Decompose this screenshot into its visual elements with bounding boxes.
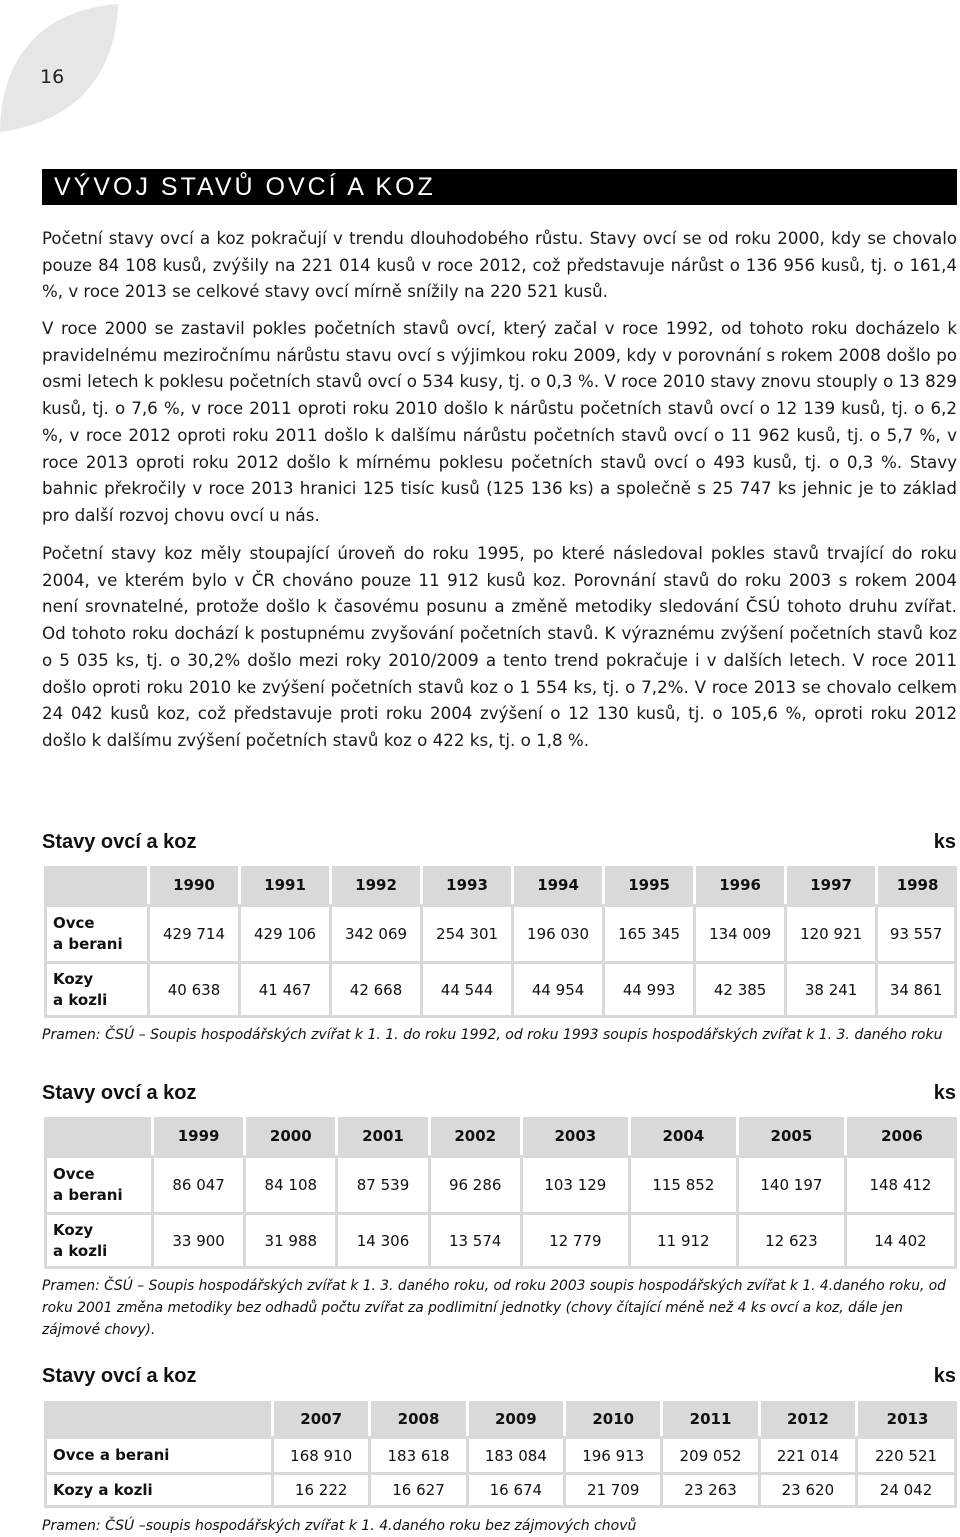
table-cell: 115 852: [628, 1155, 736, 1212]
table-cell: 221 014: [758, 1436, 855, 1472]
table-cell: 196 030: [511, 904, 602, 961]
table-title: Stavy ovcí a koz: [42, 831, 197, 853]
table-cell: 41 467: [238, 961, 329, 1018]
table-cell: 120 921: [784, 904, 875, 961]
year-header: 2011: [660, 1401, 757, 1436]
table-cell: 40 638: [147, 961, 238, 1018]
row-label-line: Kozy: [53, 1220, 94, 1239]
table-cell: 429 106: [238, 904, 329, 961]
table-cell: 13 574: [428, 1212, 520, 1269]
section-heading: VÝVOJ STAVŮ OVCÍ A KOZ: [54, 173, 436, 201]
table-source-note: Pramen: ČSÚ – Soupis hospodářských zvířat k 1. 3. daného roku, od roku 2003 soupis hospodářských zvířat k 1. 4.daného roku, od roku 2001 změna metodiky bez odhadů počtu zvířat za podlimitní jednotky (chovy čítající méně než 4 ks ovcí a koz, dále jen zájmové chovy).: [42, 1278, 946, 1338]
year-header: 2009: [466, 1401, 563, 1436]
table-cell: 103 129: [520, 1155, 628, 1212]
table-cell: 14 306: [335, 1212, 427, 1269]
table-cell: 96 286: [428, 1155, 520, 1212]
year-header: 2013: [855, 1401, 957, 1436]
table-title: Stavy ovcí a koz: [42, 1365, 197, 1387]
row-label: [44, 1212, 151, 1269]
table-1999-2006: [44, 1117, 957, 1269]
table-cell: 14 402: [844, 1212, 957, 1269]
row-label: Kozy a kozli: [44, 1472, 271, 1508]
year-header: 2001: [335, 1117, 427, 1155]
table-cell: 183 618: [368, 1436, 465, 1472]
table-row-goats: [44, 1212, 957, 1269]
row-label-line: Ovce: [53, 1165, 95, 1183]
table-cell: 87 539: [335, 1155, 427, 1212]
year-header: 2004: [628, 1117, 736, 1155]
table-cell: 93 557: [875, 904, 957, 961]
row-label-line: Ovce: [53, 914, 95, 932]
row-label-line: a kozli: [53, 990, 108, 1009]
row-label-line: a berani: [53, 935, 123, 953]
table-cell: 12 779: [520, 1212, 628, 1269]
table-cell: 429 714: [147, 904, 238, 961]
year-header: 2010: [563, 1401, 660, 1436]
year-header: 2002: [428, 1117, 520, 1155]
table-cell: 23 620: [758, 1472, 855, 1508]
year-header: 1998: [875, 866, 957, 904]
table-cell: 42 385: [693, 961, 784, 1018]
year-header: 1994: [511, 866, 602, 904]
table-cell: 12 623: [736, 1212, 844, 1269]
table-cell: 165 345: [602, 904, 693, 961]
year-header: 2006: [844, 1117, 957, 1155]
year-header: 1992: [329, 866, 420, 904]
table-cell: 86 047: [151, 1155, 243, 1212]
row-label: Ovce a berani: [44, 1436, 271, 1472]
table-row-sheep: [44, 904, 957, 961]
table-cell: 342 069: [329, 904, 420, 961]
row-label: [44, 961, 147, 1018]
table-cell: 24 042: [855, 1472, 957, 1508]
row-label-line: a kozli: [53, 1241, 108, 1260]
year-header: 1999: [151, 1117, 243, 1155]
table-unit: ks: [933, 1365, 956, 1387]
table-cell: 16 627: [368, 1472, 465, 1508]
table-cell: 84 108: [243, 1155, 335, 1212]
table-cell: 42 668: [329, 961, 420, 1018]
header-empty-cell: [44, 1117, 151, 1155]
year-header: 2007: [271, 1401, 368, 1436]
year-header: 1993: [420, 866, 511, 904]
row-label-line: a berani: [53, 1186, 123, 1204]
table-source-note: Pramen: ČSÚ –soupis hospodářských zvířat k 1. 4.daného roku bez zájmových chovů: [42, 1518, 637, 1534]
table-title: Stavy ovcí a koz: [42, 1082, 197, 1104]
row-label: [44, 1155, 151, 1212]
year-header: 1996: [693, 866, 784, 904]
table-cell: 38 241: [784, 961, 875, 1018]
paragraph-sheep: V roce 2000 se zastavil pokles početních stavů ovcí, který začal v roce 1992, od tohoto roku docházelo k pravidelnému meziročnímu nárůstu stavu ovcí s výjimkou roku 2009, kdy v porovnání s rokem 2008 došlo po osmi letech k poklesu početních stavů ovcí o 534 kusy, tj. o 0,3 %. V roce 2010 stavy znovu stouply o 13 829 kusů, tj. o 7,6 %, v roce 2011 oproti roku 2010 došlo k nárůstu početních stavů ovcí o 12 139 kusů, tj. o 6,2 %, v roce 2012 oproti roku 2011 došlo k dalšímu nárůstu početních stavů ovcí o 11 962 kusů, tj. o 5,7 %, v roce 2013 oproti roku 2012 došlo k mírnému poklesu početních stavů ovcí o 493 kusů, tj. o 0,3 %. Stavy bahnic překročily v roce 2013 hranici 125 tisíc kusů (125 136 ks) a společně s 25 747 ks jehnic je to základ pro další rozvoj chovu ovcí u nás.: [42, 318, 957, 525]
year-header: 2003: [520, 1117, 628, 1155]
table-cell: 16 222: [271, 1472, 368, 1508]
year-header: 1995: [602, 866, 693, 904]
table-2007-2013: [44, 1401, 957, 1508]
table-cell: 44 993: [602, 961, 693, 1018]
table-cell: 44 544: [420, 961, 511, 1018]
paragraph-goats: Početní stavy koz měly stoupající úroveň do roku 1995, po které následoval pokles stavů trvající do roku 2004, ve kterém bylo v ČR chováno pouze 11 912 kusů koz. Porovnání stavů do roku 2003 s rokem 2004 není srovnatelné, protože došlo k časovému posunu a změně metodiky sledování ČSÚ tohoto druhu zvířat. Od tohoto roku dochází k postupnému zvyšování početních stavů. K výraznému zvýšení početních stavů koz o 5 035 ks, tj. o 30,2% došlo mezi roky 2010/2009 a tento trend pokračuje i v dalších letech. V roce 2011 došlo oproti roku 2010 ke zvýšení početních stavů koz o 1 554 ks, tj. o 7,2%. V roce 2013 se chovalo celkem 24 042 kusů koz, což představuje proti roku 2004 zvýšení o 12 130 kusů, tj. o 105,6 %, oproti roku 2012 došlo k dalšímu zvýšení početních stavů koz o 422 ks, tj. o 1,8 %.: [42, 543, 957, 750]
header-empty-cell: [44, 866, 147, 904]
paragraph-intro: Početní stavy ovcí a koz pokračují v trendu dlouhodobého růstu. Stavy ovcí se od roku 2000, kdy se chovalo pouze 84 108 kusů, zvýšily na 221 014 kusů v roce 2012, což představuje nárůst o 136 956 kusů, tj. o 161,4 %, v roce 2013 se celkové stavy ovcí mírně snížily na 220 521 kusů.: [42, 229, 957, 301]
table-cell: 34 861: [875, 961, 957, 1018]
table-unit: ks: [933, 831, 956, 853]
row-label-line: Kozy: [53, 969, 94, 988]
table-cell: 209 052: [660, 1436, 757, 1472]
page-number: 16: [40, 66, 65, 88]
table-row-goats: [44, 1472, 957, 1508]
table-cell: 148 412: [844, 1155, 957, 1212]
table-cell: 183 084: [466, 1436, 563, 1472]
table-source-note: Pramen: ČSÚ – Soupis hospodářských zvířat k 1. 1. do roku 1992, od roku 1993 soupis hospodářských zvířat k 1. 3. daného roku: [42, 1027, 943, 1043]
table-row-sheep: [44, 1155, 957, 1212]
table-row-sheep: [44, 1436, 957, 1472]
table-cell: 196 913: [563, 1436, 660, 1472]
year-header: 2008: [368, 1401, 465, 1436]
year-header: 1997: [784, 866, 875, 904]
table-cell: 16 674: [466, 1472, 563, 1508]
table-cell: 134 009: [693, 904, 784, 961]
year-header: 2000: [243, 1117, 335, 1155]
header-empty-cell: [44, 1401, 271, 1436]
table-cell: 31 988: [243, 1212, 335, 1269]
table-1990-1998: [44, 866, 957, 1018]
row-label: [44, 904, 147, 961]
year-header: 2012: [758, 1401, 855, 1436]
table-cell: 168 910: [271, 1436, 368, 1472]
table-cell: 254 301: [420, 904, 511, 961]
section-heading-bar: [42, 169, 957, 205]
year-header: 2005: [736, 1117, 844, 1155]
table-cell: 140 197: [736, 1155, 844, 1212]
table-cell: 220 521: [855, 1436, 957, 1472]
table-row-goats: [44, 961, 957, 1018]
year-header: 1991: [238, 866, 329, 904]
table-cell: 23 263: [660, 1472, 757, 1508]
table-cell: 11 912: [628, 1212, 736, 1269]
table-cell: 44 954: [511, 961, 602, 1018]
table-cell: 33 900: [151, 1212, 243, 1269]
table-unit: ks: [933, 1082, 956, 1104]
year-header: 1990: [147, 866, 238, 904]
table-cell: 21 709: [563, 1472, 660, 1508]
